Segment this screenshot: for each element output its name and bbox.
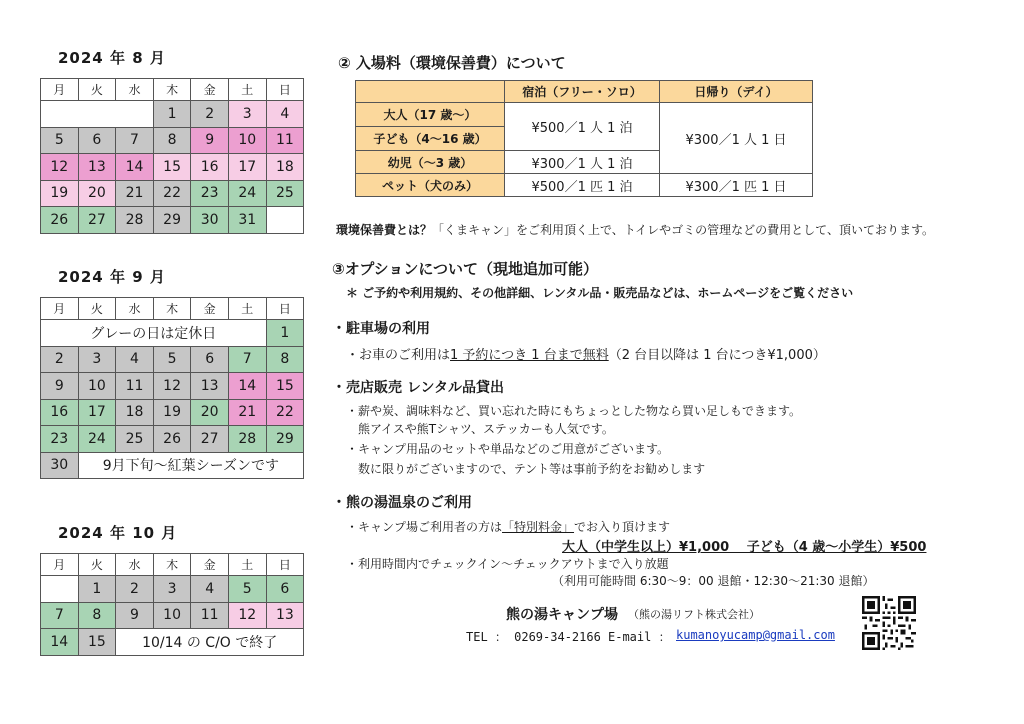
day-cell: 28 [116, 207, 154, 234]
day-cell: 14 [116, 154, 154, 181]
fee-day-people: ¥300／1 人 1 日 [660, 103, 813, 174]
day-cell: 5 [41, 127, 79, 154]
day-cell: 2 [191, 101, 229, 128]
day-cell: 3 [228, 101, 266, 128]
day-cell: 6 [191, 346, 229, 373]
day-cell: 19 [41, 180, 79, 207]
fee-stay-infant: ¥300／1 人 1 泊 [505, 151, 660, 174]
weekday-sun: 日 [266, 554, 304, 576]
day-cell: 10 [153, 602, 191, 629]
weekday-wed: 水 [116, 554, 154, 576]
onsen-prices: 大人（中学生以上）¥1,000 子ども（4 歳～小学生）¥500 [562, 540, 927, 555]
day-cell: 24 [228, 180, 266, 207]
day-cell: 1 [78, 576, 116, 603]
weekday-thu: 木 [153, 79, 191, 101]
weekday-wed: 水 [116, 79, 154, 101]
closed-days-note: グレーの日は定休日 [41, 320, 267, 347]
day-cell: 12 [228, 602, 266, 629]
company-name: （熊の湯リフト株式会社） [628, 608, 760, 621]
empty-cell [41, 101, 154, 128]
parking-free-text: 1 予約につき 1 台まで無料 [450, 348, 609, 363]
day-cell: 11 [191, 602, 229, 629]
special-rate-text: 「特別料金」 [502, 520, 575, 534]
empty-cell [266, 207, 304, 234]
row-label-infant: 幼児（～3 歳） [356, 151, 505, 174]
weekday-mon: 月 [41, 79, 79, 101]
weekday-sat: 土 [228, 554, 266, 576]
weekday-mon: 月 [41, 298, 79, 320]
day-cell: 24 [78, 426, 116, 453]
day-cell: 12 [41, 154, 79, 181]
empty-cell [41, 576, 79, 603]
homepage-note: ＊ ご予約や利用規約、その他詳細、レンタル品・販売品などは、ホームページをご覧ください [346, 286, 854, 300]
day-cell: 6 [266, 576, 304, 603]
col-header-stay: 宿泊（フリー・ソロ） [505, 81, 660, 103]
day-cell: 21 [228, 399, 266, 426]
environment-fee-note [336, 221, 934, 238]
day-cell: 14 [41, 629, 79, 656]
day-cell: 4 [116, 346, 154, 373]
weekday-fri: 金 [191, 298, 229, 320]
day-cell: 17 [78, 399, 116, 426]
day-cell: 29 [153, 207, 191, 234]
shop-title: ・売店販売 レンタル品貸出 [332, 380, 504, 396]
day-cell: 17 [228, 154, 266, 181]
day-cell: 13 [191, 373, 229, 400]
onsen-line-1 [346, 518, 670, 535]
calendar-title-sep: 2024 年 9 月 [58, 268, 166, 286]
col-header-day: 日帰り（デイ） [660, 81, 813, 103]
shop-line-4: 数に限りがございますので、テント等は事前予約をお勧めします [358, 462, 706, 476]
day-cell: 10 [78, 373, 116, 400]
fee-table [355, 80, 813, 197]
parking-line-post: （2 台目以降は 1 台につき¥1,000） [608, 348, 826, 363]
day-cell: 19 [153, 399, 191, 426]
phone-number: TEL ： 0269-34-2166 [466, 630, 601, 644]
onsen-title: ・熊の湯温泉のご利用 [332, 495, 472, 511]
weekday-mon: 月 [41, 554, 79, 576]
day-cell: 20 [191, 399, 229, 426]
weekday-tue: 火 [78, 298, 116, 320]
weekday-tue: 火 [78, 79, 116, 101]
parking-title: ・駐車場の利用 [332, 321, 430, 337]
day-cell: 8 [153, 127, 191, 154]
onsen-line-1-post: でお入り頂けます [574, 520, 671, 534]
parking-line [346, 344, 826, 363]
shop-line-3: ・キャンプ用品のセットや単品などのご用意がございます。 [346, 442, 670, 456]
row-label-pet: ペット（犬のみ） [356, 174, 505, 197]
weekday-sun: 日 [266, 79, 304, 101]
autumn-leaves-note: 9月下旬～紅葉シーズンです [78, 452, 304, 479]
onsen-line-1-pre: ・キャンプ場ご利用者の方は [346, 520, 503, 534]
day-cell: 14 [228, 373, 266, 400]
day-cell: 16 [191, 154, 229, 181]
email-label: E-mail ： [608, 630, 671, 644]
calendar-oct [40, 553, 304, 656]
day-cell: 4 [266, 101, 304, 128]
calendar-title-aug: 2024 年 8 月 [58, 49, 166, 67]
day-cell: 26 [41, 207, 79, 234]
day-cell: 13 [266, 602, 304, 629]
row-label-adult: 大人（17 歳～） [356, 103, 505, 127]
weekday-sun: 日 [266, 298, 304, 320]
day-cell: 22 [153, 180, 191, 207]
day-cell: 2 [116, 576, 154, 603]
row-label-child: 子ども（4～16 歳） [356, 127, 505, 151]
calendar-aug [40, 78, 304, 234]
day-cell: 8 [266, 346, 304, 373]
day-cell: 27 [78, 207, 116, 234]
day-cell: 22 [266, 399, 304, 426]
day-cell: 15 [78, 629, 116, 656]
day-cell: 30 [41, 452, 79, 479]
weekday-thu: 木 [153, 554, 191, 576]
season-end-note: 10/14 の C/O で終了 [116, 629, 304, 656]
day-cell: 28 [228, 426, 266, 453]
section3-title: ③オプションについて（現地追加可能） [332, 260, 599, 278]
day-cell: 2 [41, 346, 79, 373]
fee-stay-pet: ¥500／1 匹 1 泊 [505, 174, 660, 197]
parking-line-pre: ・お車のご利用は [346, 348, 451, 363]
day-cell: 9 [41, 373, 79, 400]
weekday-fri: 金 [191, 79, 229, 101]
day-cell: 26 [153, 426, 191, 453]
email-link[interactable]: kumanoyucamp@gmail.com [676, 628, 835, 642]
day-cell: 4 [191, 576, 229, 603]
day-cell: 20 [78, 180, 116, 207]
onsen-line-3: ・利用時間内でチェックイン～チェックアウトまで入り放題 [346, 557, 669, 571]
day-cell: 8 [78, 602, 116, 629]
calendar-sep [40, 297, 304, 479]
day-cell: 1 [153, 101, 191, 128]
day-cell: 9 [191, 127, 229, 154]
day-cell: 13 [78, 154, 116, 181]
day-cell: 10 [228, 127, 266, 154]
environment-fee-label: 環境保善費とは？ [336, 223, 433, 237]
onsen-hours: （利用可能時間 6:30～9：00 退館・12:30～21:30 退館） [552, 574, 875, 588]
day-cell: 25 [116, 426, 154, 453]
day-cell: 23 [41, 426, 79, 453]
shop-line-1: ・薪や炭、調味料など、買い忘れた時にもちょっとした物なら買い足しもできます。 [346, 404, 802, 418]
day-cell: 7 [228, 346, 266, 373]
day-cell: 15 [266, 373, 304, 400]
day-cell: 6 [78, 127, 116, 154]
day-cell: 21 [116, 180, 154, 207]
day-cell: 1 [266, 320, 304, 347]
weekday-fri: 金 [191, 554, 229, 576]
day-cell: 7 [41, 602, 79, 629]
day-cell: 25 [266, 180, 304, 207]
calendar-title-oct: 2024 年 10 月 [58, 524, 178, 542]
weekday-sat: 土 [228, 298, 266, 320]
weekday-thu: 木 [153, 298, 191, 320]
environment-fee-text: 「くまキャン」をご利用頂く上で、トイレやゴミの管理などの費用として、頂いております。 [432, 223, 934, 237]
weekday-sat: 土 [228, 79, 266, 101]
day-cell: 3 [153, 576, 191, 603]
fee-table-corner [356, 81, 505, 103]
day-cell: 31 [228, 207, 266, 234]
day-cell: 23 [191, 180, 229, 207]
day-cell: 27 [191, 426, 229, 453]
day-cell: 11 [266, 127, 304, 154]
day-cell: 29 [266, 426, 304, 453]
day-cell: 30 [191, 207, 229, 234]
weekday-wed: 水 [116, 298, 154, 320]
qr-code-icon[interactable] [862, 596, 916, 650]
day-cell: 18 [266, 154, 304, 181]
day-cell: 7 [116, 127, 154, 154]
section2-title: ② 入場料（環境保善費）について [338, 54, 566, 72]
shop-line-2: 熊アイスや熊Tシャツ、ステッカーも人気です。 [358, 422, 614, 436]
weekday-tue: 火 [78, 554, 116, 576]
day-cell: 9 [116, 602, 154, 629]
day-cell: 5 [153, 346, 191, 373]
day-cell: 11 [116, 373, 154, 400]
day-cell: 12 [153, 373, 191, 400]
fee-day-pet: ¥300／1 匹 1 日 [660, 174, 813, 197]
day-cell: 16 [41, 399, 79, 426]
day-cell: 15 [153, 154, 191, 181]
day-cell: 3 [78, 346, 116, 373]
camp-name: 熊の湯キャンプ場 [506, 607, 618, 623]
fee-stay-adult-child: ¥500／1 人 1 泊 [505, 103, 660, 151]
day-cell: 5 [228, 576, 266, 603]
day-cell: 18 [116, 399, 154, 426]
